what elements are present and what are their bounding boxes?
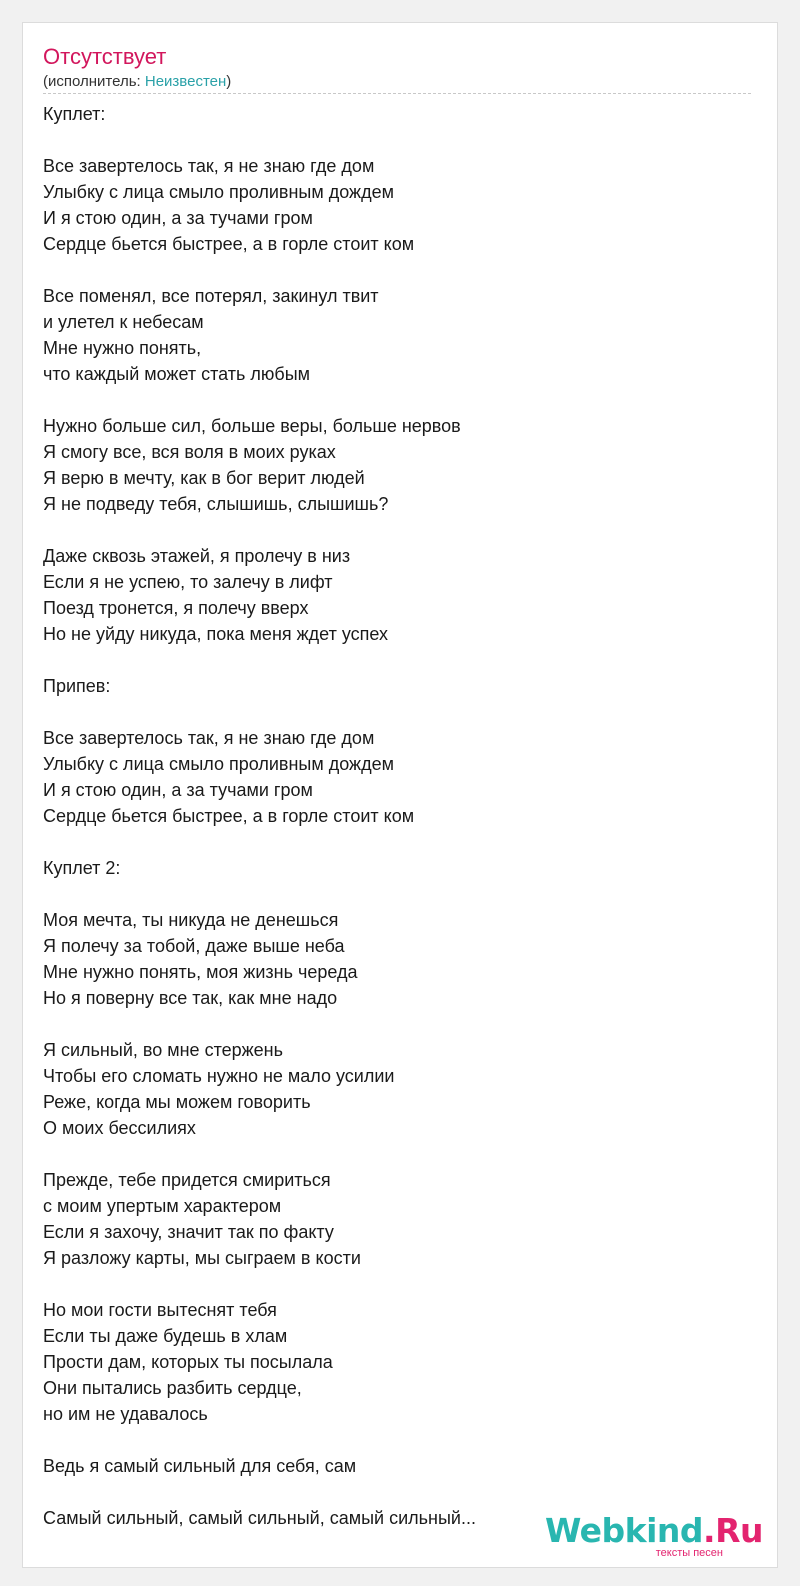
lyric-line: Улыбку с лица смыло проливным дождем bbox=[43, 754, 394, 774]
lyric-line: Припев: bbox=[43, 676, 111, 696]
lyric-line: Я не подведу тебя, слышишь, слышишь? bbox=[43, 494, 389, 514]
lyric-line: Все поменял, все потерял, закинул твит bbox=[43, 286, 379, 306]
lyric-line: И я стою один, а за тучами гром bbox=[43, 208, 313, 228]
lyrics-card bbox=[22, 22, 778, 1568]
lyric-line: Сердце бьется быстрее, а в горле стоит ком bbox=[43, 234, 415, 254]
lyric-blank-line bbox=[43, 1141, 743, 1167]
lyrics-text bbox=[43, 101, 743, 1531]
lyric-line: Куплет: bbox=[43, 104, 106, 124]
lyric-line: Даже сквозь этажей, я пролечу в низ bbox=[43, 546, 351, 566]
title-divider bbox=[43, 93, 751, 94]
artist-link[interactable]: Неизвестен bbox=[144, 73, 227, 90]
lyric-line: Нужно больше сил, больше веры, больше нервов bbox=[43, 416, 461, 436]
lyric-line: Самый сильный, самый сильный, самый сильный... bbox=[43, 1508, 476, 1528]
lyric-line: Но мои гости вытеснят тебя bbox=[43, 1300, 277, 1320]
lyric-line: И я стою один, а за тучами гром bbox=[43, 780, 313, 800]
lyric-line: с моим упертым характером bbox=[43, 1196, 282, 1216]
song-title: Отсутствует bbox=[43, 44, 167, 69]
lyric-line: Я разложу карты, мы сыграем в кости bbox=[43, 1248, 361, 1268]
artist-line bbox=[43, 72, 231, 92]
lyric-line: Прежде, тебе придется смириться bbox=[43, 1170, 331, 1190]
lyric-blank-line bbox=[43, 1479, 743, 1505]
artist-prefix: (исполнитель: bbox=[43, 73, 145, 90]
logo-wordmark bbox=[545, 1511, 763, 1551]
lyric-blank-line bbox=[43, 647, 743, 673]
lyric-line: и улетел к небесам bbox=[43, 312, 204, 332]
lyric-blank-line bbox=[43, 829, 743, 855]
lyric-line: Мне нужно понять, моя жизнь череда bbox=[43, 962, 358, 982]
lyric-line: Все завертелось так, я не знаю где дом bbox=[43, 728, 375, 748]
lyric-line: О моих бессилиях bbox=[43, 1118, 196, 1138]
lyric-line: Ведь я самый сильный для себя, сам bbox=[43, 1456, 357, 1476]
lyric-line: Я полечу за тобой, даже выше неба bbox=[43, 936, 345, 956]
lyric-line: Сердце бьется быстрее, а в горле стоит ком bbox=[43, 806, 415, 826]
lyric-blank-line bbox=[43, 1271, 743, 1297]
lyric-line: но им не удавалось bbox=[43, 1404, 208, 1424]
lyric-line: Куплет 2: bbox=[43, 858, 121, 878]
lyric-blank-line bbox=[43, 517, 743, 543]
lyric-line: Я смогу все, вся воля в моих руках bbox=[43, 442, 336, 462]
lyric-line: Я сильный, во мне стержень bbox=[43, 1040, 284, 1060]
artist-suffix: ) bbox=[226, 73, 232, 90]
lyric-blank-line bbox=[43, 881, 743, 907]
lyric-line: Если я не успею, то залечу в лифт bbox=[43, 572, 333, 592]
lyric-line: Я верю в мечту, как в бог верит людей bbox=[43, 468, 365, 488]
lyric-line: что каждый может стать любым bbox=[43, 364, 311, 384]
lyric-line: Если ты даже будешь в хлам bbox=[43, 1326, 288, 1346]
lyric-line: Они пытались разбить сердце, bbox=[43, 1378, 302, 1398]
logo-tagline: тексты песен bbox=[655, 1547, 723, 1559]
lyric-blank-line bbox=[43, 257, 743, 283]
logo-suffix: .Ru bbox=[703, 1511, 763, 1550]
logo-main-text: Webkind bbox=[544, 1511, 704, 1550]
lyric-line: Реже, когда мы можем говорить bbox=[43, 1092, 311, 1112]
lyric-blank-line bbox=[43, 1427, 743, 1453]
lyric-blank-line bbox=[43, 387, 743, 413]
webkind-logo[interactable] bbox=[544, 1511, 763, 1561]
lyric-line: Мне нужно понять, bbox=[43, 338, 202, 358]
lyric-line: Если я захочу, значит так по факту bbox=[43, 1222, 334, 1242]
lyric-line: Чтобы его сломать нужно не мало усилии bbox=[43, 1066, 395, 1086]
lyric-blank-line bbox=[43, 1011, 743, 1037]
lyric-line: Но я поверну все так, как мне надо bbox=[43, 988, 338, 1008]
lyric-line: Все завертелось так, я не знаю где дом bbox=[43, 156, 375, 176]
lyric-line: Но не уйду никуда, пока меня ждет успех bbox=[43, 624, 388, 644]
lyric-blank-line bbox=[43, 127, 743, 153]
lyric-line: Моя мечта, ты никуда не денешься bbox=[43, 910, 339, 930]
lyric-line: Прости дам, которых ты посылала bbox=[43, 1352, 333, 1372]
lyric-line: Улыбку с лица смыло проливным дождем bbox=[43, 182, 394, 202]
lyric-blank-line bbox=[43, 699, 743, 725]
lyric-line: Поезд тронется, я полечу вверх bbox=[43, 598, 309, 618]
